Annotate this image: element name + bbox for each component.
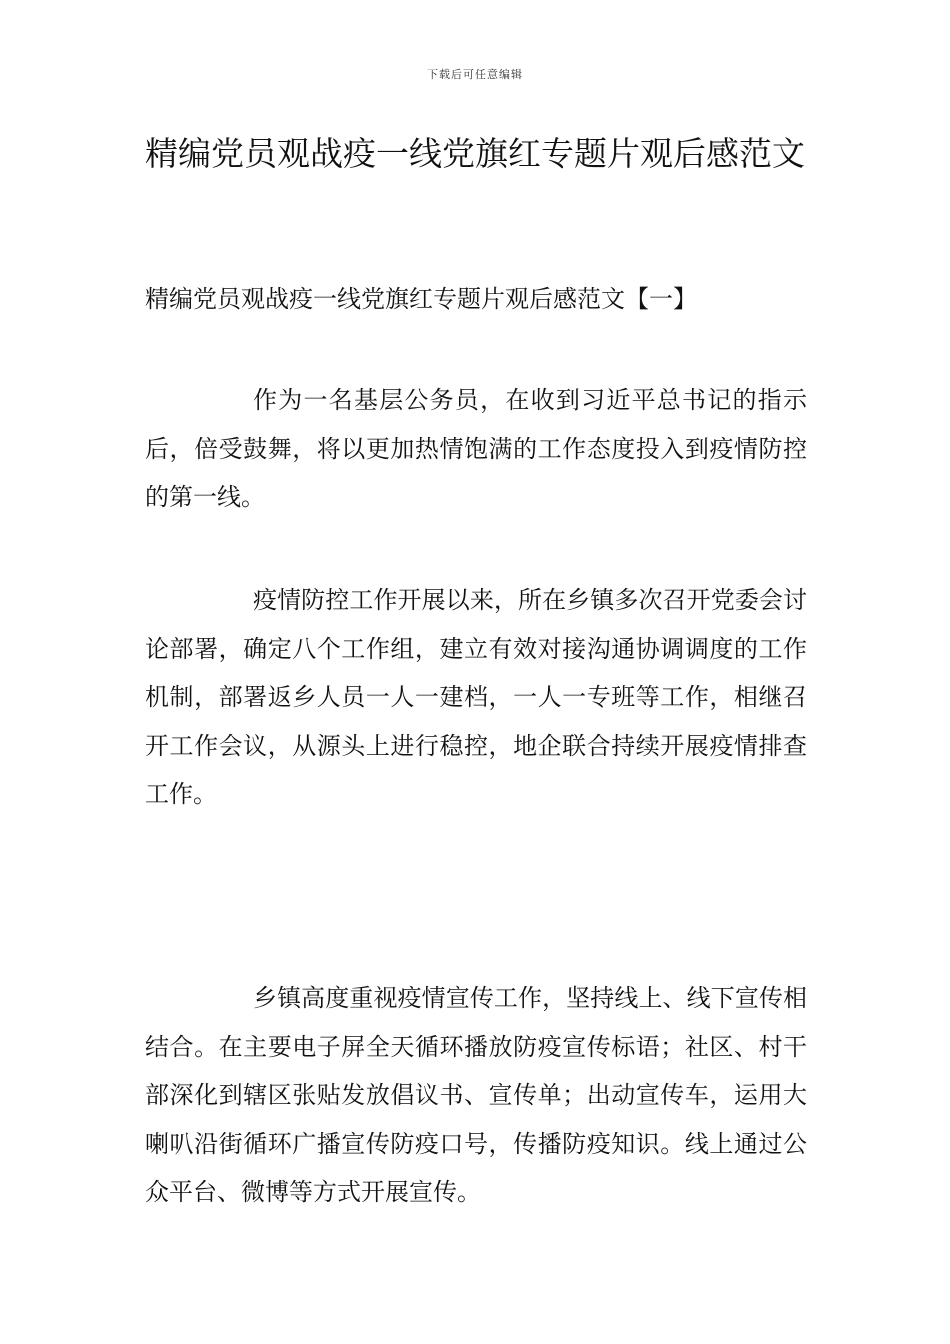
header-note: 下载后可任意编辑: [427, 68, 523, 81]
paragraph-3: 乡镇高度重视疫情宣传工作，坚持线上、线下宣传相结合。在主要电子屏全天循环播放防疫宣传标语；社区、村干部深化到辖区张贴发放倡议书、宣传单；出动宣传车，运用大喇叭沿街循环广播宣传防疫口号，传播防疫知识。线上通过公众平台、微博等方式开展宣传。: [145, 984, 807, 1206]
paragraph-2: 疫情防控工作开展以来，所在乡镇多次召开党委会讨论部署，确定八个工作组，建立有效对接沟通协调调度的工作机制，部署返乡人员一人一建档，一人一专班等工作，相继召开工作会议，从源头上进行稳控，地企联合持续开展疫情排查工作。: [145, 586, 807, 808]
document-title: 精编党员观战疫一线党旗红专题片观后感范文: [145, 134, 805, 173]
paragraph-1: 作为一名基层公务员，在收到习近平总书记的指示后，倍受鼓舞，将以更加热情饱满的工作态度投入到疫情防控的第一线。: [145, 386, 807, 511]
section-subtitle: 精编党员观战疫一线党旗红专题片观后感范文【一】: [145, 285, 697, 313]
